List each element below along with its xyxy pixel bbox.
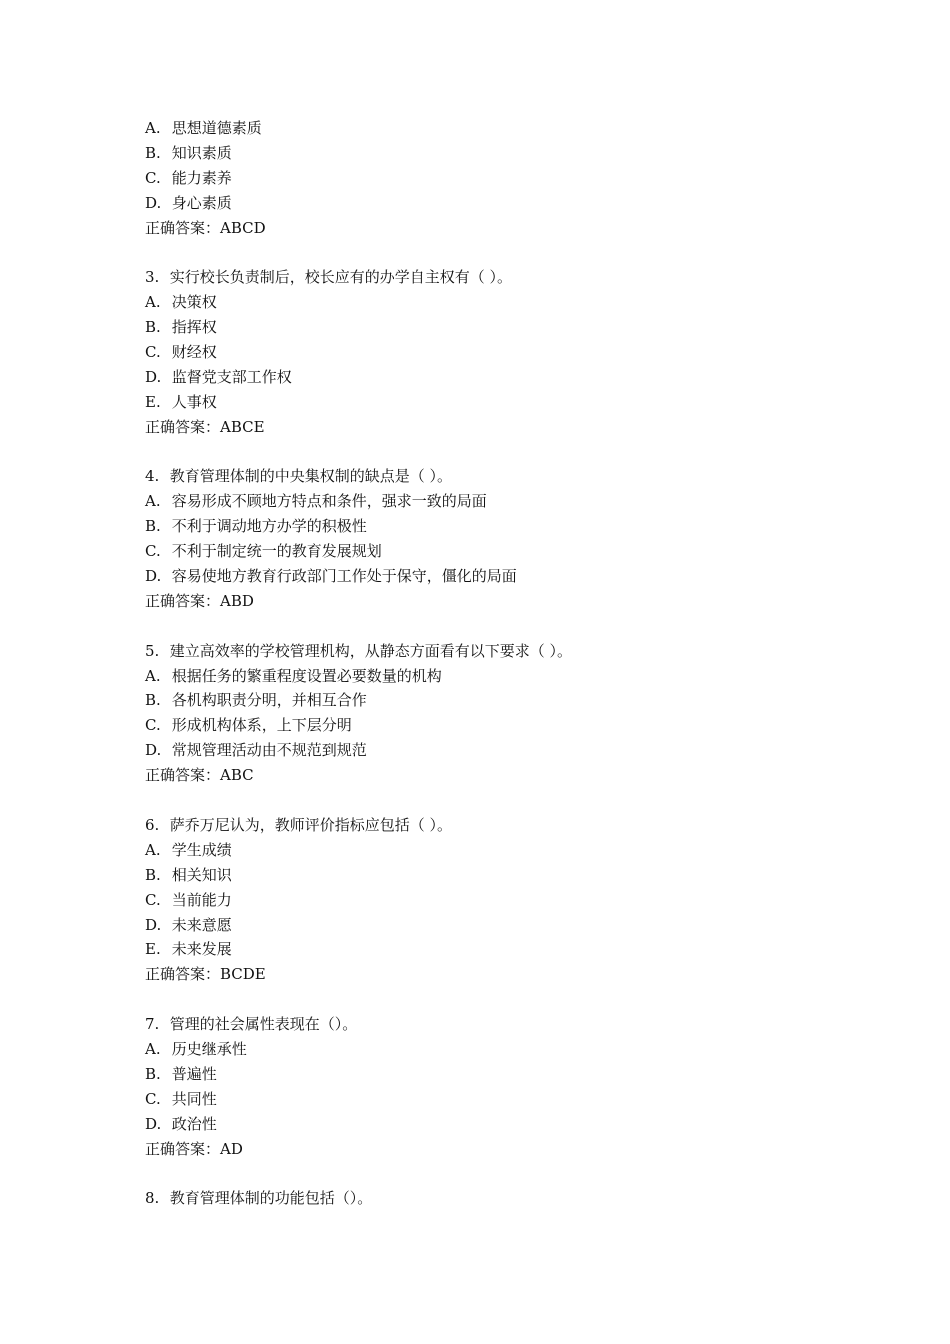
- question-number: 4.: [145, 467, 160, 486]
- question-number: 3.: [145, 268, 160, 287]
- option-letter: D.: [145, 193, 162, 212]
- option-text: 容易使地方教育行政部门工作处于保守，僵化的局面: [171, 567, 517, 586]
- option-letter: D.: [145, 741, 162, 760]
- option-letter: E.: [145, 940, 161, 959]
- option-text: 形成机构体系，上下层分明: [171, 716, 352, 735]
- option-text: 财经权: [171, 343, 217, 362]
- option-line: [145, 688, 905, 713]
- option-letter: C.: [145, 542, 161, 561]
- spacer: [145, 614, 905, 639]
- option-letter: E.: [145, 392, 161, 411]
- option-text: 相关知识: [171, 865, 232, 884]
- question-number: 5.: [145, 641, 160, 660]
- question-block-4: [145, 464, 905, 613]
- option-line: [145, 888, 905, 913]
- option-line: [145, 290, 905, 315]
- option-line: [145, 838, 905, 863]
- option-text: 知识素质: [171, 143, 232, 162]
- question-block-7: [145, 1012, 905, 1161]
- question-number: 6.: [145, 815, 160, 834]
- option-line: [145, 390, 905, 415]
- question-line: [145, 639, 905, 664]
- question-line: [145, 813, 905, 838]
- spacer: [145, 440, 905, 465]
- option-letter: B.: [145, 691, 161, 710]
- question-block-3: [145, 265, 905, 439]
- option-letter: B.: [145, 318, 161, 337]
- option-line: [145, 937, 905, 962]
- option-letter: C.: [145, 343, 161, 362]
- question-text: 萨乔万尼认为，教师评价指标应包括（ ）。: [169, 815, 453, 834]
- option-text: 决策权: [171, 293, 217, 312]
- question-text: 建立高效率的学校管理机构，从静态方面看有以下要求（ ）。: [169, 641, 573, 660]
- question-block-continued: [145, 116, 905, 240]
- spacer: [145, 987, 905, 1012]
- option-text: 未来发展: [171, 940, 232, 959]
- option-text: 不利于调动地方办学的积极性: [171, 517, 367, 536]
- spacer: [145, 240, 905, 265]
- question-block-6: [145, 813, 905, 987]
- question-text: 实行校长负责制后，校长应有的办学自主权有（ ）。: [169, 268, 513, 287]
- option-text: 学生成绩: [171, 840, 232, 859]
- spacer: [145, 1161, 905, 1186]
- question-text: 教育管理体制的中央集权制的缺点是（ ）。: [169, 467, 453, 486]
- option-line: [145, 664, 905, 689]
- answer-line: 正确答案：ABC: [145, 766, 254, 785]
- option-letter: A.: [145, 666, 161, 685]
- option-line: [145, 340, 905, 365]
- option-text: 监督党支部工作权: [171, 367, 292, 386]
- option-text: 容易形成不顾地方特点和条件，强求一致的局面: [171, 492, 487, 511]
- option-letter: D.: [145, 367, 162, 386]
- option-letter: D.: [145, 1114, 162, 1133]
- option-text: 未来意愿: [171, 915, 232, 934]
- option-letter: B.: [145, 517, 161, 536]
- option-letter: A.: [145, 1039, 161, 1058]
- option-line: [145, 365, 905, 390]
- option-letter: A.: [145, 293, 161, 312]
- option-line: [145, 514, 905, 539]
- question-line: [145, 265, 905, 290]
- option-text: 各机构职责分明，并相互合作: [171, 691, 367, 710]
- option-line: [145, 738, 905, 763]
- option-letter: B.: [145, 143, 161, 162]
- option-text: 不利于制定统一的教育发展规划: [171, 542, 382, 561]
- question-line: [145, 1012, 905, 1037]
- option-line: [145, 1037, 905, 1062]
- option-line: [145, 564, 905, 589]
- question-number: 8.: [145, 1189, 160, 1208]
- option-line: [145, 1062, 905, 1087]
- option-text: 普遍性: [171, 1064, 217, 1083]
- option-letter: A.: [145, 840, 161, 859]
- option-letter: C.: [145, 1089, 161, 1108]
- answer-line: 正确答案：ABD: [145, 591, 254, 610]
- option-line: [145, 489, 905, 514]
- option-letter: A.: [145, 492, 161, 511]
- option-line: [145, 539, 905, 564]
- option-line: [145, 166, 905, 191]
- option-line: [145, 1087, 905, 1112]
- option-text: 当前能力: [171, 890, 232, 909]
- option-line: [145, 191, 905, 216]
- question-number: 7.: [145, 1015, 160, 1034]
- option-text: 思想道德素质: [171, 119, 262, 137]
- option-line: [145, 315, 905, 340]
- question-block-5: [145, 639, 905, 788]
- option-text: 常规管理活动由不规范到规范: [171, 741, 367, 760]
- document-page: [145, 116, 905, 1211]
- question-line: [145, 1186, 905, 1211]
- spacer: [145, 788, 905, 813]
- option-letter: C.: [145, 168, 161, 187]
- option-letter: C.: [145, 890, 161, 909]
- answer-line: 正确答案：ABCD: [145, 218, 266, 237]
- option-text: 能力素养: [171, 168, 232, 187]
- option-letter: D.: [145, 567, 162, 586]
- option-letter: A.: [145, 119, 161, 137]
- answer-line: 正确答案：ABCE: [145, 417, 265, 436]
- option-letter: D.: [145, 915, 162, 934]
- option-line: [145, 1112, 905, 1137]
- answer-line: 正确答案：AD: [145, 1139, 243, 1158]
- question-block-8: [145, 1186, 905, 1211]
- option-letter: B.: [145, 1064, 161, 1083]
- option-text: 人事权: [171, 392, 217, 411]
- option-text: 身心素质: [171, 193, 232, 212]
- option-text: 政治性: [171, 1114, 217, 1133]
- option-letter: C.: [145, 716, 161, 735]
- option-line: [145, 713, 905, 738]
- option-text: 指挥权: [171, 318, 217, 337]
- question-text: 管理的社会属性表现在（）。: [169, 1015, 358, 1034]
- option-text: 根据任务的繁重程度设置必要数量的机构: [171, 666, 442, 685]
- question-line: [145, 464, 905, 489]
- option-letter: B.: [145, 865, 161, 884]
- option-text: 共同性: [171, 1089, 217, 1108]
- question-text: 教育管理体制的功能包括（）。: [169, 1189, 373, 1208]
- option-text: 历史继承性: [171, 1039, 247, 1058]
- option-line: [145, 141, 905, 166]
- option-line: [145, 116, 905, 141]
- option-line: [145, 863, 905, 888]
- answer-line: 正确答案：BCDE: [145, 965, 266, 984]
- option-line: [145, 913, 905, 938]
